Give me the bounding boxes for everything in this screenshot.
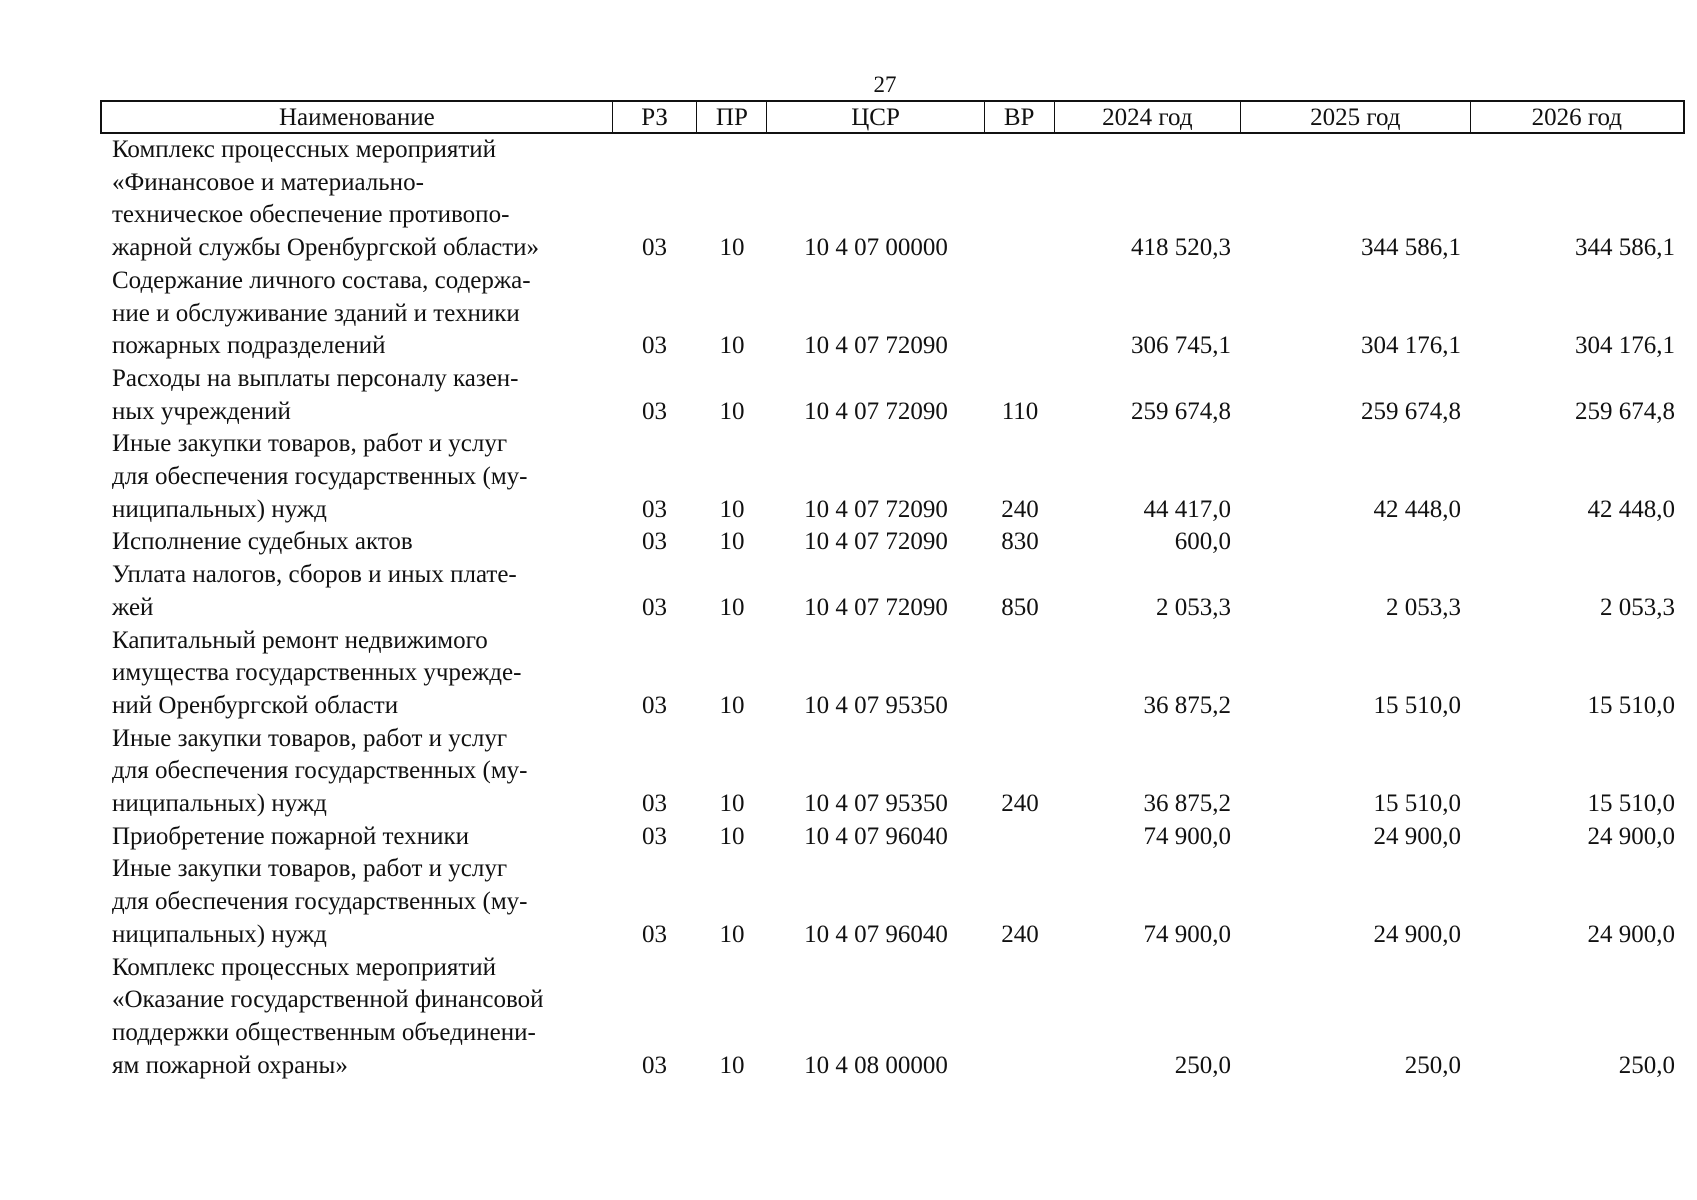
row-name	[100, 625, 612, 723]
row-rz: 03	[642, 528, 667, 556]
row-csr: 10 4 07 95350	[804, 691, 948, 719]
row-name	[100, 265, 612, 363]
row-value-2026: 304 176,1	[1575, 332, 1675, 360]
row-name-line: Уплата налогов, сборов и иных плате-	[112, 561, 517, 589]
column-header-vr: ВР	[985, 102, 1055, 132]
row-name-line: Расходы на выплаты персоналу казен-	[112, 364, 519, 392]
row-rz: 03	[642, 691, 667, 719]
table-row	[100, 265, 1685, 363]
table-row	[100, 526, 1685, 559]
row-csr: 10 4 07 72090	[804, 495, 948, 523]
row-rz: 03	[642, 495, 667, 523]
row-pr: 10	[719, 397, 745, 425]
row-value-2025: 24 900,0	[1373, 920, 1461, 948]
row-name-line: Содержание личного состава, содержа-	[112, 266, 531, 294]
row-name-line: Комплекс процессных мероприятий	[112, 136, 497, 163]
row-csr: 10 4 07 72090	[804, 528, 948, 556]
row-csr: 10 4 07 72090	[804, 593, 948, 621]
row-value-2025: 42 448,0	[1373, 495, 1461, 523]
table-row	[100, 625, 1685, 723]
table-row	[100, 428, 1685, 526]
row-vr: 110	[1001, 397, 1039, 425]
row-value-2025: 24 900,0	[1373, 822, 1461, 850]
row-csr: 10 4 07 95350	[804, 790, 948, 818]
table-row	[100, 363, 1685, 428]
row-name-line: ниципальных) нужд	[112, 790, 327, 818]
row-value-2026: 259 674,8	[1575, 397, 1675, 425]
row-vr	[985, 821, 1055, 854]
row-value-2024: 44 417,0	[1143, 495, 1231, 523]
row-vr: 850	[1001, 593, 1039, 621]
row-value-2025: 259 674,8	[1361, 397, 1461, 425]
row-name-line: жей	[112, 593, 154, 621]
row-name-line: «Оказание государственной финансовой	[112, 986, 544, 1014]
table-row	[100, 134, 1685, 265]
row-csr: 10 4 07 96040	[804, 920, 948, 948]
row-name-line: поддержки общественным объединени-	[112, 1018, 536, 1046]
row-vr	[985, 1050, 1055, 1083]
row-value-2024: 74 900,0	[1143, 822, 1231, 850]
row-pr: 10	[719, 495, 745, 523]
row-name-line: «Финансовое и материально-	[112, 168, 424, 196]
row-value-2024: 600,0	[1174, 528, 1231, 556]
row-name-line: техническое обеспечение противопо-	[112, 201, 510, 229]
row-name-line: имущества государственных учрежде-	[112, 659, 522, 687]
row-name-line: для обеспечения государственных (му-	[112, 888, 528, 916]
column-header-pr: ПР	[697, 102, 767, 132]
table-row	[100, 952, 1685, 1083]
row-name-line: ниципальных) нужд	[112, 920, 327, 948]
row-csr: 10 4 07 72090	[804, 397, 948, 425]
table-row	[100, 559, 1685, 624]
row-value-2025: 304 176,1	[1361, 332, 1461, 360]
column-header-rz: РЗ	[613, 102, 698, 132]
row-name-line: для обеспечения государственных (му-	[112, 757, 528, 785]
row-name	[100, 428, 612, 526]
row-pr: 10	[719, 691, 745, 719]
row-vr	[985, 232, 1055, 265]
table-body	[100, 134, 1685, 1082]
column-header-2024: 2024 год	[1055, 102, 1242, 132]
row-rz: 03	[642, 920, 667, 948]
row-value-2025	[1242, 526, 1472, 559]
row-value-2026: 15 510,0	[1587, 691, 1675, 719]
row-vr	[985, 330, 1055, 363]
table-header	[100, 100, 1685, 134]
column-header-2026: 2026 год	[1531, 104, 1622, 131]
row-name	[100, 363, 612, 428]
row-name-line: ниципальных) нужд	[112, 495, 327, 523]
row-value-2026: 24 900,0	[1587, 822, 1675, 850]
row-name-line: Капитальный ремонт недвижимого	[112, 626, 488, 654]
row-name-line: жарной службы Оренбургской области»	[112, 234, 540, 262]
row-name	[100, 853, 612, 951]
row-vr: 830	[1001, 528, 1039, 556]
row-value-2025: 2 053,3	[1386, 593, 1461, 621]
page-number: 27	[873, 72, 897, 97]
row-csr: 10 4 07 00000	[804, 234, 948, 262]
row-csr: 10 4 07 72090	[804, 332, 948, 360]
column-header-csr: ЦСР	[767, 102, 984, 132]
row-value-2024: 250,0	[1174, 1051, 1231, 1079]
row-name-line: для обеспечения государственных (му-	[112, 463, 528, 491]
row-vr: 240	[1001, 920, 1039, 948]
row-pr: 10	[719, 1051, 745, 1079]
row-name-line: Иные закупки товаров, работ и услуг	[112, 855, 508, 883]
table-row	[100, 821, 1685, 854]
row-value-2024: 306 745,1	[1131, 332, 1231, 360]
row-pr: 10	[719, 332, 745, 360]
row-name	[100, 821, 612, 854]
row-rz: 03	[642, 822, 667, 850]
row-name-line: ние и обслуживание зданий и техники	[112, 299, 520, 327]
row-value-2026: 344 586,1	[1575, 234, 1675, 262]
row-value-2024: 418 520,3	[1131, 234, 1231, 262]
row-name-line: Иные закупки товаров, работ и услуг	[112, 430, 508, 458]
row-value-2024: 74 900,0	[1143, 920, 1231, 948]
row-vr: 240	[1001, 495, 1039, 523]
row-pr: 10	[719, 593, 745, 621]
row-name-line: пожарных подразделений	[112, 332, 386, 360]
row-name	[100, 526, 612, 559]
row-value-2024: 2 053,3	[1156, 593, 1231, 621]
row-name	[100, 559, 612, 624]
row-rz: 03	[642, 332, 667, 360]
row-name-line: ний Оренбургской области	[112, 691, 399, 719]
row-value-2025: 344 586,1	[1361, 234, 1461, 262]
row-name	[100, 723, 612, 821]
row-value-2024: 36 875,2	[1143, 691, 1231, 719]
row-vr: 240	[1001, 790, 1039, 818]
row-name-line: ных учреждений	[112, 397, 291, 425]
row-pr: 10	[719, 790, 745, 818]
row-csr: 10 4 07 96040	[804, 822, 948, 850]
row-pr: 10	[719, 528, 745, 556]
row-name	[100, 134, 612, 265]
row-value-2024: 36 875,2	[1143, 790, 1231, 818]
row-rz: 03	[642, 790, 667, 818]
row-name-line: Приобретение пожарной техники	[112, 822, 469, 850]
row-value-2026: 42 448,0	[1587, 495, 1675, 523]
table-row	[100, 853, 1685, 951]
row-name-line: Иные закупки товаров, работ и услуг	[112, 724, 508, 752]
table-row	[100, 723, 1685, 821]
row-vr	[985, 690, 1055, 723]
row-rz: 03	[642, 593, 667, 621]
row-rz: 03	[642, 397, 667, 425]
row-pr: 10	[719, 234, 745, 262]
row-name-line: Исполнение судебных актов	[112, 528, 413, 556]
row-name-line: Комплекс процессных мероприятий	[112, 953, 497, 981]
row-value-2026: 15 510,0	[1587, 790, 1675, 818]
row-rz: 03	[642, 234, 667, 262]
row-name	[100, 952, 612, 1083]
row-value-2026: 250,0	[1618, 1051, 1675, 1079]
row-value-2025: 15 510,0	[1373, 790, 1461, 818]
row-value-2024: 259 674,8	[1131, 397, 1231, 425]
row-name-line: ям пожарной охраны»	[112, 1051, 348, 1079]
row-pr: 10	[719, 920, 745, 948]
column-header-2025: 2025 год	[1241, 102, 1470, 132]
row-csr: 10 4 08 00000	[804, 1051, 948, 1079]
row-value-2026	[1472, 526, 1685, 559]
row-value-2025: 15 510,0	[1373, 691, 1461, 719]
row-value-2026: 24 900,0	[1587, 920, 1675, 948]
column-header-name: Наименование	[102, 102, 613, 132]
row-rz: 03	[642, 1051, 667, 1079]
row-value-2026: 2 053,3	[1600, 593, 1675, 621]
row-pr: 10	[719, 822, 745, 850]
row-value-2025: 250,0	[1404, 1051, 1461, 1079]
